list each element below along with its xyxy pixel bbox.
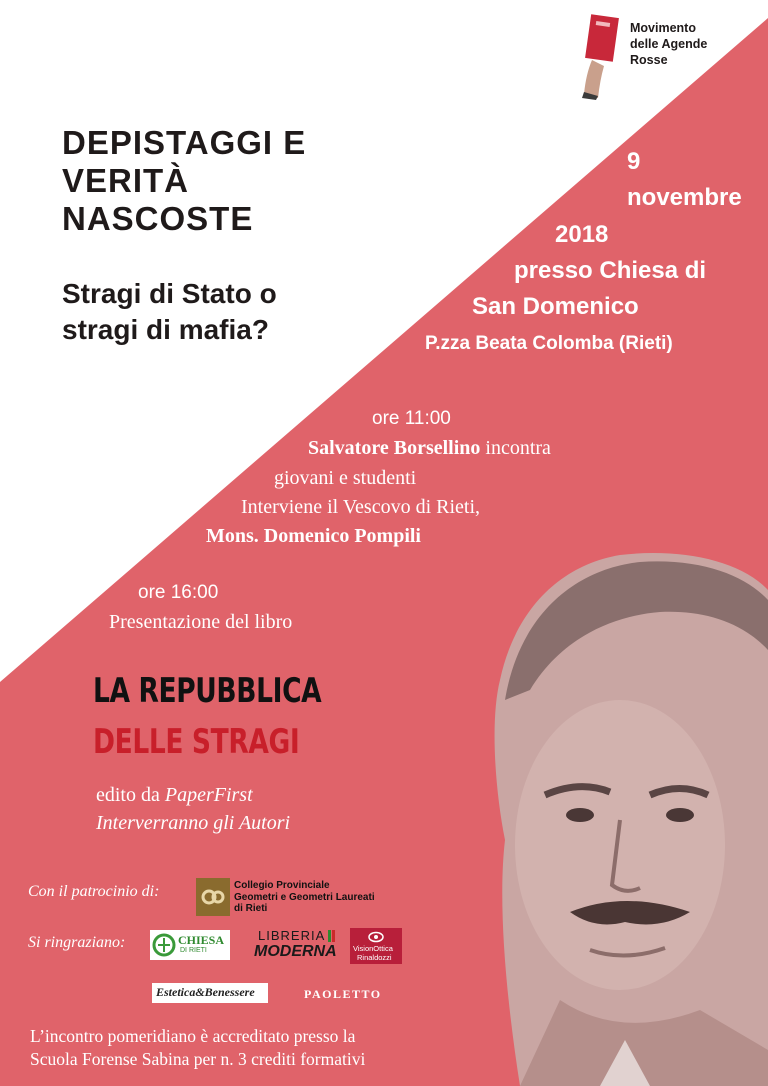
venue-line2: San Domenico [472, 293, 639, 320]
estetica-benessere-logo [152, 983, 268, 1003]
vision-text2: Rinaldozzi [357, 953, 392, 962]
footer-line2: Scuola Forense Sabina per n. 3 crediti formativi [30, 1049, 366, 1069]
chiesa-di-rieti-logo [150, 930, 230, 960]
book-edited-prefix: edito da [96, 784, 165, 806]
collegio-logo-icon [196, 878, 230, 916]
book-edited [96, 784, 253, 807]
libreria-moderna-logo [250, 928, 336, 962]
morning-line4: Mons. Domenico Pompili [206, 525, 421, 547]
estetica-text: Estetica&Benessere [156, 985, 255, 999]
patronage-org [234, 880, 375, 915]
flag-red-icon [332, 930, 335, 942]
patronage-org-line1: Collegio Provinciale [234, 880, 330, 891]
title-line1: DEPISTAGGI E [62, 124, 307, 161]
morning-line2: giovani e studenti [274, 467, 417, 489]
vision-ottica-logo [350, 928, 402, 964]
morning-time: ore 11:00 [372, 408, 451, 429]
book-title-line2: DELLE STRAGI [93, 722, 300, 762]
date-month: novembre [627, 184, 742, 211]
title-line2: VERITÀ [62, 162, 190, 199]
afternoon-line1: Presentazione del libro [109, 611, 293, 633]
flag-green-icon [328, 930, 331, 942]
morning-speaker-rest: incontra [480, 437, 551, 459]
org-name-line1: Movimento [630, 21, 696, 35]
paoletto-logo: PAOLETTO [304, 987, 382, 1001]
vision-text1: VisionOttica [353, 944, 393, 953]
book-authors: Interverranno gli Autori [96, 812, 291, 834]
portrait-illustration [495, 553, 768, 1086]
book-title-line1: LA REPUBBLICA [93, 671, 322, 711]
afternoon-time: ore 16:00 [138, 582, 219, 603]
chiesa-logo-sub: DI RIETI [180, 947, 207, 954]
morning-line3: Interviene il Vescovo di Rieti, [241, 496, 481, 518]
morning-speaker-line [308, 437, 551, 460]
org-name-line3: Rosse [630, 53, 668, 67]
libreria-text: LIBRERIA [258, 928, 326, 943]
moderna-text: MODERNA [254, 943, 337, 960]
red-agenda-icon [578, 14, 624, 100]
patronage-label: Con il patrocinio di: [28, 883, 160, 900]
org-name-line2: delle Agende [630, 37, 708, 51]
date-year: 2018 [555, 221, 609, 248]
footer-line1: L’incontro pomeridiano è accreditato presso la [30, 1026, 356, 1046]
subtitle [62, 276, 277, 348]
eye-icon [368, 931, 384, 943]
venue-address: P.zza Beata Colomba (Rieti) [425, 333, 673, 354]
patronage-org-line3: di Rieti [234, 903, 268, 914]
subtitle-line2: stragi di mafia? [62, 314, 269, 345]
thanks-label: Si ringraziano: [28, 934, 126, 951]
title-line3: NASCOSTE [62, 200, 254, 237]
chiesa-logo-icon [152, 933, 176, 957]
venue-line1: presso Chiesa di [514, 257, 707, 284]
page-title [62, 124, 306, 238]
book-publisher: PaperFirst [164, 784, 253, 806]
chiesa-logo-text: CHIESA [178, 933, 225, 947]
date-day: 9 [627, 148, 641, 175]
morning-speaker: Salvatore Borsellino [308, 437, 481, 459]
patronage-org-line2: Geometri e Geometri Laureati [234, 891, 375, 903]
subtitle-line1: Stragi di Stato o [62, 278, 277, 309]
